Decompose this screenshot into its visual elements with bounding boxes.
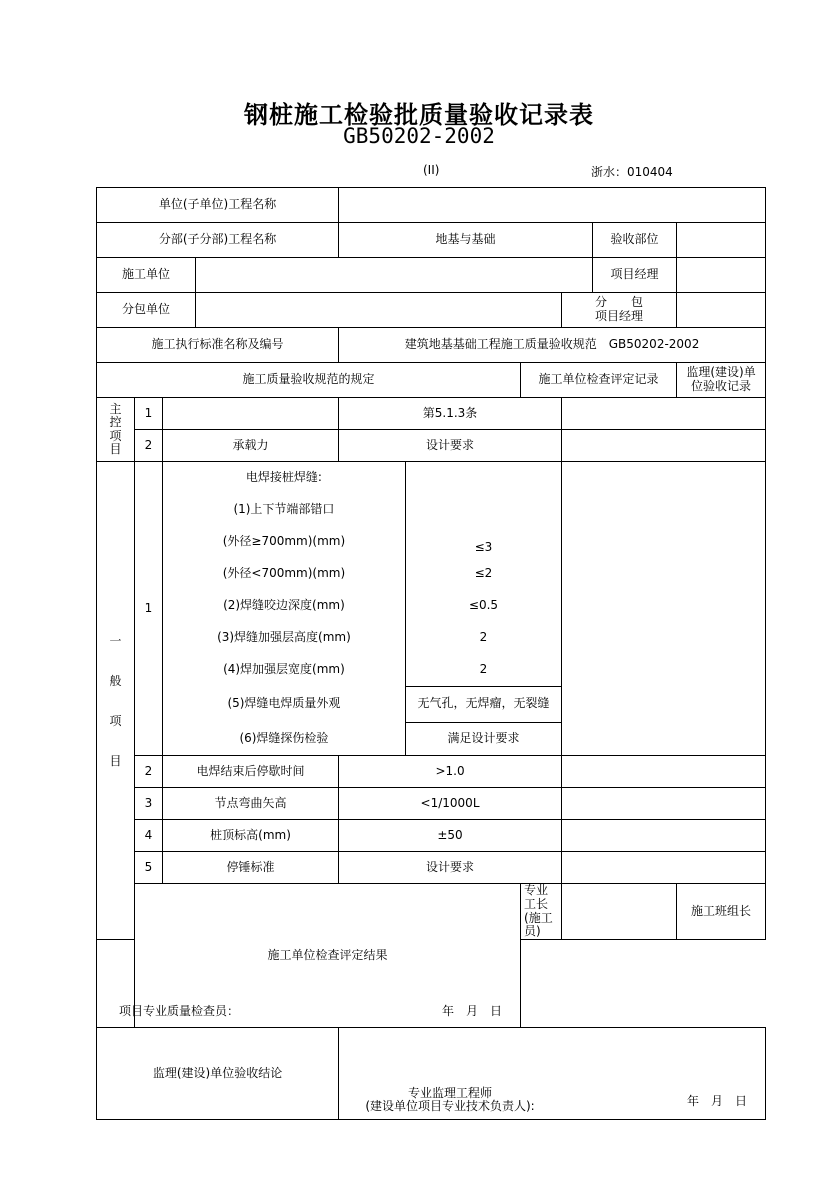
supervise-header-line1: 监理(建设)单: [686, 365, 756, 380]
contractor-label: 施工单位: [97, 258, 196, 293]
weld-value: ≤3: [474, 540, 493, 555]
weld-item: (5)焊缝电焊质量外观: [163, 686, 405, 722]
standard-code: GB50202-2002: [343, 124, 495, 148]
item-number: 4: [135, 820, 163, 852]
general-char: 项: [109, 713, 122, 728]
item-requirement: 设计要求: [339, 430, 562, 462]
weld-value: ≤2: [474, 566, 493, 581]
item-number: 5: [135, 852, 163, 884]
engineer-date: 年 月 日: [687, 1094, 748, 1109]
main-control-char: 目: [109, 441, 122, 456]
item-name: 电焊结束后停歇时间: [163, 756, 339, 788]
check-record-field[interactable]: [562, 462, 766, 756]
general-group: [97, 462, 135, 940]
item-requirement: ±50: [339, 820, 562, 852]
main-control-char: 主: [109, 402, 122, 417]
main-control-char: 项: [109, 428, 122, 443]
weld-item: (3)焊缝加强层高度(mm): [163, 622, 405, 654]
main-control-group: [97, 398, 135, 462]
engineer-label-line2: (建设单位项目专业技术负责人):: [365, 1099, 535, 1113]
sub-pm-label-line1: 分 包: [595, 295, 644, 310]
project-manager-field[interactable]: [677, 258, 766, 293]
sub-pm-field[interactable]: [677, 293, 766, 328]
spec-header: 施工质量验收规范的规定: [97, 363, 521, 398]
weld-subtable: [163, 462, 561, 755]
item-number: 3: [135, 788, 163, 820]
general-char: 般: [109, 673, 122, 688]
sub-pm-label: [562, 293, 677, 328]
check-record-field[interactable]: [562, 430, 766, 462]
weld-value: 无气孔，无焊瘤，无裂缝: [405, 686, 561, 722]
item-name: 桩顶标高(mm): [163, 820, 339, 852]
weld-block: [163, 462, 562, 756]
item-name: [163, 398, 339, 430]
item-requirement: 设计要求: [339, 852, 562, 884]
weld-item: (2)焊缝咬边深度(mm): [163, 590, 405, 622]
accept-part-field[interactable]: [677, 223, 766, 258]
unit-project-label: 单位(子单位)工程名称: [97, 188, 339, 223]
inspection-form-table: [96, 187, 766, 1120]
contractor-field[interactable]: [196, 258, 593, 293]
weld-item: (外径≥700mm)(mm): [163, 526, 405, 558]
item-requirement: <1/1000L: [339, 788, 562, 820]
weld-value: [405, 494, 561, 526]
weld-item: (外径<700mm)(mm): [163, 558, 405, 590]
inspector-label: 项目专业质量检查员：: [119, 1004, 240, 1019]
item-name: 节点弯曲矢高: [163, 788, 339, 820]
general-char: 一: [109, 633, 122, 648]
item-name: 承载力: [163, 430, 339, 462]
supervision-conclusion-label: 监理(建设)单位验收结论: [97, 1028, 339, 1120]
engineer-sign-area[interactable]: [339, 1028, 766, 1120]
inspector-date: 年 月 日: [442, 1004, 503, 1019]
check-record-field[interactable]: [562, 756, 766, 788]
foreman-field[interactable]: [562, 884, 677, 940]
weld-value: 满足设计要求: [447, 730, 520, 745]
weld-title: 电焊接桩焊缝:: [163, 462, 405, 494]
unit-project-field[interactable]: [339, 188, 766, 223]
accept-part-label: 验收部位: [593, 223, 677, 258]
weld-item: (4)焊加强层宽度(mm): [163, 654, 405, 686]
item-requirement: 第5.1.3条: [339, 398, 562, 430]
subcontractor-field[interactable]: [196, 293, 562, 328]
team-leader-label: 施工班组长: [677, 884, 766, 940]
check-record-field[interactable]: [562, 398, 766, 430]
weld-item: (6)焊缝探伤检验: [163, 722, 405, 755]
weld-value: ≤0.5: [468, 598, 499, 613]
sub-project-field[interactable]: 地基与基础: [339, 223, 593, 258]
general-char: 目: [109, 753, 122, 768]
item-number: 1: [135, 398, 163, 430]
item-name: 停锤标准: [163, 852, 339, 884]
item-number: 2: [135, 430, 163, 462]
supervise-header: [677, 363, 766, 398]
weld-item: (1)上下节端部错口: [163, 494, 405, 526]
check-record-field[interactable]: [562, 788, 766, 820]
main-control-char: 控: [109, 415, 122, 430]
form-part: (II): [423, 163, 440, 177]
inspector-sign-area[interactable]: [97, 940, 521, 1028]
exec-standard-label: 施工执行标准名称及编号: [97, 328, 339, 363]
form-title: 钢桩施工检验批质量验收记录表: [244, 101, 594, 129]
weld-value: 2: [479, 630, 488, 645]
contractor-result-label: 施工单位检查评定结果: [135, 884, 521, 1028]
item-number: 2: [135, 756, 163, 788]
exec-standard-value: 建筑地基基础工程施工质量验收规范 GB50202-2002: [339, 328, 766, 363]
sub-project-label: 分部(子分部)工程名称: [97, 223, 339, 258]
engineer-label-line1: 专业监理工程师: [408, 1085, 493, 1100]
weld-value: 2: [479, 661, 488, 676]
item-number: 1: [135, 462, 163, 756]
form-number: 浙水：010404: [591, 165, 673, 179]
check-record-field[interactable]: [562, 852, 766, 884]
project-manager-label: 项目经理: [593, 258, 677, 293]
item-requirement: >1.0: [339, 756, 562, 788]
check-record-field[interactable]: [562, 820, 766, 852]
subcontractor-label: 分包单位: [97, 293, 196, 328]
foreman-label: 专业工长(施工员): [521, 884, 562, 940]
supervise-header-line2: 位验收记录: [691, 379, 752, 393]
check-record-header: 施工单位检查评定记录: [521, 363, 677, 398]
sub-pm-label-line2: 项目经理: [595, 309, 644, 323]
